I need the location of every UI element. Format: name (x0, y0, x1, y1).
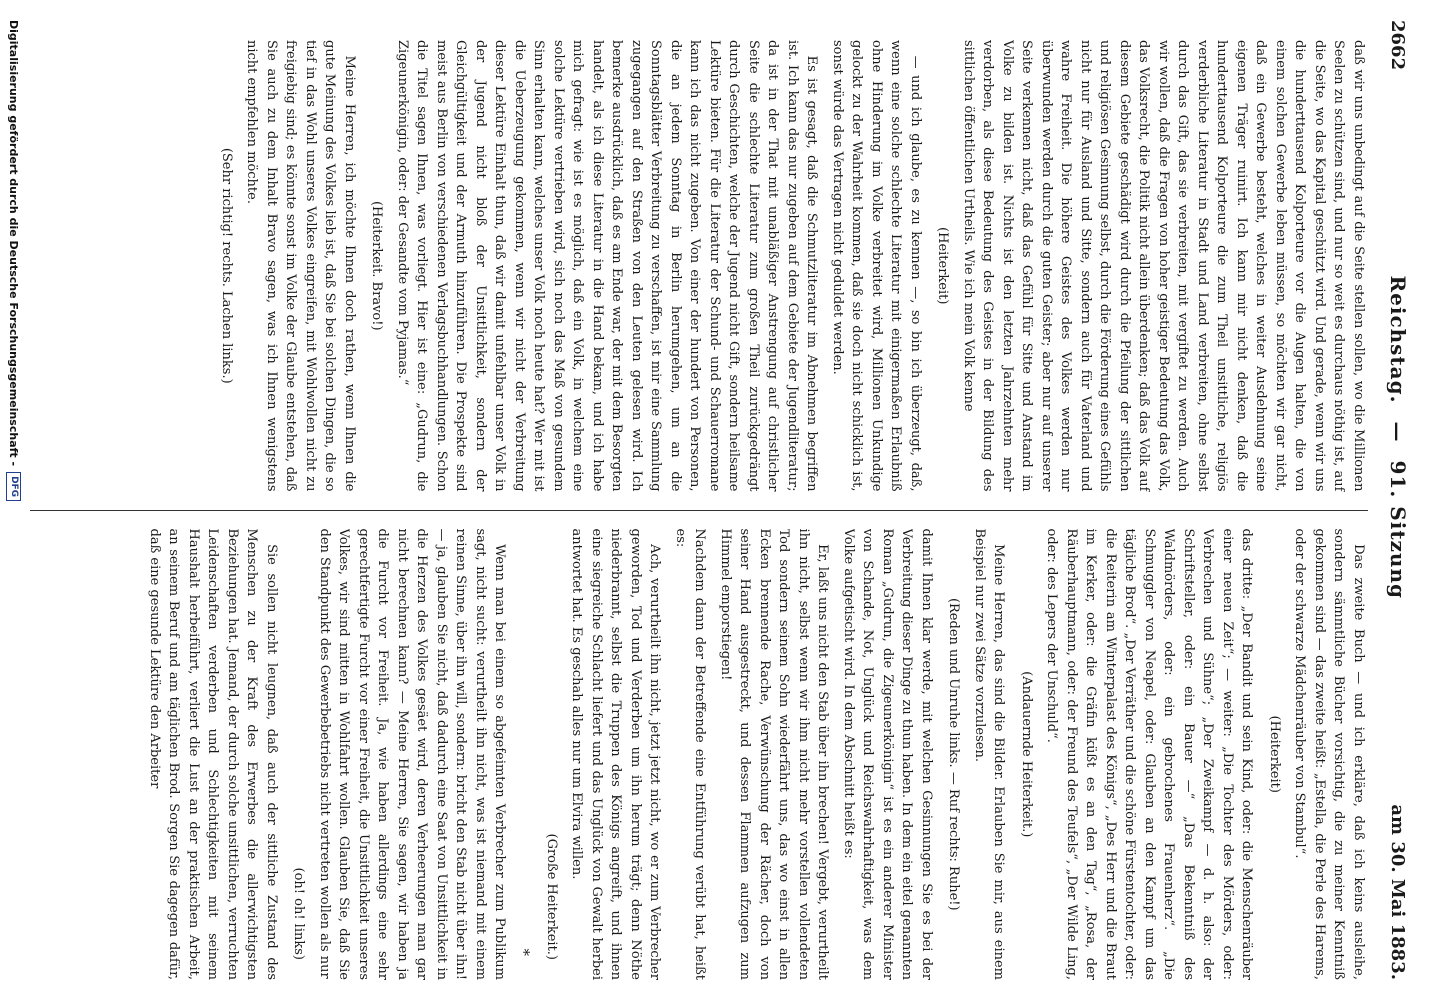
paragraph: Meine Herren, das sind die Bilder. Erlauben Sie mir, aus einem Beispiel nur zwei Sätze vorzulesen. (972, 528, 1007, 980)
session-date: am 30. Mai 1883. (1387, 804, 1409, 980)
reaction-note: (Große Heiterkeit.) (544, 833, 559, 960)
reaction-note: (oh! oh! links) (291, 867, 307, 960)
left-column (30, 40, 1368, 492)
text-columns (30, 40, 1368, 980)
paragraph: das dritte: „Der Bandit und sein Kind, oder: die Menschenräuber einer neuen Zeit“; — weiter: „Die Tochter des Mörders, oder: Verbrechen und Sühne“; „Der Zweikampf — d. h. also: der Schriftsteller, oder: ein Bauer —“ „Das Bekenntniß des Waldmörders, oder: ein gebrochenes Frauenherz“. „Die Schmuggler von Neapel, oder: Glauben an den Kampf um das tägliche Brod“. „Der Verräther und die schöne Fürstentochter, oder: die Reiterin am Winterpalast des Königs“, „Des Herr und die Braut im Kerker, oder: die Gräfin küßt es an den Tag“, „Rosa, der Räuberhauptmann, oder: der Freund des Teufels“, „Der Wilde Ling, oder: des Lepers der Unschuld“. (1044, 528, 1255, 980)
asterisk-mark: * (515, 948, 534, 956)
paragraph: Sie sollen nicht leugnen, daß auch der sittliche Zustand des Menschen zu der Kraft des Erwerbes die allerwichtigsten Beziehungen hat. Jemand, der durch solche unsittlichen, verruchten Leidenschaften verderben und Schlechtigkeiten mit seinem Haushalt herbeiführt, verliert die Lust an der praktischen Arbeit, an seinem Beruf und am täglichen Brod. Sorgen Sie dagegen dafür, daß eine gesunde Lektüre den Arbeiter (147, 528, 279, 980)
page-header (1378, 20, 1418, 980)
running-title-session: 91. Sitzung (1386, 460, 1410, 599)
running-title (1386, 276, 1410, 599)
paragraph: damit Ihnen klar werde, mit welchen Gesinnungen Sie es bei der Verbreitung dieser Dinge zu thun haben. In dem ein eitel genannten Roman „Gudrun, die Zigeunerkönigin“ ist es ein anderer Minister von Schande, Not, Unglück und Reichswahrhaftigkeit, was dem Volke aufgetischt wird. In dem Abschnitt heißt es: (841, 528, 934, 980)
quoted-paragraph: Er, laßt uns nicht den Stab über ihn brechen! Vergebt, verurtheilt ihn nicht, selbst wenn wir ihm nicht mehr vorstellen vollendeten Tod sondern seinem Sohn wiederfährt uns, das wo einst in allen Ecken brennende Rache, Verwünschung der Rächer, doch von seiner Hand ausgestreckt, und dessen Flammen aufzugen zum Himmel emporstiegen! (718, 528, 831, 980)
page-number: 2662 (1387, 20, 1409, 71)
digitization-footer (0, 0, 28, 1000)
paragraph: Es ist gesagt, daß die Schmutzliteratur im Abnehmen begriffen ist. Ich kann das nur zugeben auf dem Gebiete der Jugendliteratur; da ist in der That mit unabläßiger Anstrengung auf christlicher Seite die schlechte Literatur zum großen Theil zurückgedrängt durch Geschichten, welche der Jugend nicht Gift, sondern heilsame Lektüre bieten. Für die Literatur der Schund- und Schauerromane kann ich das nicht zugeben. Von einer der hundert von Personen, die an jedem Sonntag in Berlin herumgehen, um an die Sonntagsblätter Verbreitung zu verschaffen, ist mir eine Sammlung zugegangen auf den Straßen von den Leuten gelesen wird. Ich bemerke ausdrücklich, daß es am Ende war, der mit dem Besorgten handelt, als ich diese Literatur in die Hand bekam, und ich habe mich gefragt: wie ist es möglich, daß ein Volk, in welchem eine solche Lektüre vertrieben wird, sich noch das Maß von gesundem Sinn erhalten kann, welches unser Volk noch heute hat? Wer mit ist die Ueberzeugung gekommen, wenn wir nicht der Verbreitung dieser Lektüre Einhalt thun, daß wir damit unfehlbar unser Volk in der Jugend nicht bloß der Unsittlichkeit, sondern der Gleichgültigkeit und der Armuth hinzuführen. Die Prospekte sind meist aus Berlin von verschiedenen Verlagsbuchhandlungen. Schon die Titel sagen Ihnen, was vorliegt. Hier ist eine: „Gudrun, die Zigeunerkönigin, oder: der Gesandte vom Pyjamas.“ (395, 40, 820, 492)
reaction-note: (Heiterkeit) (1267, 715, 1282, 793)
reaction-note: (Sehr richtig! rechts. Lachen links.) (219, 147, 234, 384)
running-title-name: Reichstag. (1386, 275, 1410, 404)
right-column (30, 529, 1368, 981)
running-title-separator: — (1386, 421, 1410, 443)
reaction-note: (Reden und Unruhe links. — Ruf rechts: Ruhe!) (946, 597, 962, 911)
dfg-logo: DFG (7, 472, 22, 501)
paragraph: Meine Herren, ich möchte Ihnen doch rathen, wenn Ihnen die gute Meinung des Volkes lieb ist, daß Sie bei solchen Dingen, die so tief in das Wohl unseres Volkes eingreifen, mit Wohlwollen nicht zu freigiebig sind; es könnte sonst im Volke der Glaube entstehen, daß Sie auch zu dem Inhalt Bravo sagen, was ich Ihnen wenigstens nicht empfehlen möchte. (244, 40, 357, 492)
paragraph: Wenn man bei einem so abgefeimten Verbrecher zum Publikum sagt, nicht sucht: verurtheilt ihn nicht, was ist niemand mit einem reinen Sinne, über ihn will, sondern: bricht den Stab nicht über ihn! — ja, glauben Sie nicht, daß dadurch eine Saat von Unsittlichkeit in die Herzen des Volkes gesäet wird, deren Verheerungen man gar nicht berechnen kann? — Meine Herren, Sie sagen, wir haben ja die Furcht vor Freiheit. Ja, wie haben allerdings eine sehr gerechtfertigte Furcht vor einer Freiheit, die Unsittlichkeit unseres Volkes, wir sind mitten in Wohlfahrt wollen. Glauben Sie, daß Sie den Standpunkt des Gewerbebetriebs nicht vertreten wollen als nur (317, 528, 508, 980)
paragraph: — und ich glaube, es zu kennen —, so bin ich überzeugt, daß, wenn eine solche schlechte Literatur mit einigermaßen Erlaubniß ohne Hinderung im Volke verbreitet wird, Millionen Unkundige gelockt zu der Wahrheit kommen, daß sie doch nicht schicklich ist, sonst würde das Vertragen nicht geduldet werden. (830, 40, 923, 492)
reaction-note: (Heiterkeit) (935, 227, 951, 305)
quoted-paragraph: Ach, verurtheilt ihn nicht, jetzt jetzt nicht, wo er zum Verbrecher geworden, Tod und Verderben um ihn herum trägt; denn Nöthe niederbrannt, selbst die Truppen des Königs angreift, und ihnen eine siegreiche Schlacht liefert und das Unglück von Gewalt herbei antwortet hat. Es geschah alles nur um Elvira willen. (569, 528, 663, 980)
paragraph: daß wir uns unbedingt auf die Seite stellen sollen, wo die Millionen Seelen zu schützen sind, und nur so weit es durchaus nöthig ist, auf die Seite, wo das Kapital geschützt wird. Und gerade, wenn wir uns die hunderttausend Kolporteure vor die Augen halten, die von einem solchen Gewerbe leben müssen, so möchten wir gar nicht, daß ein Gewerbe besteht, welches in weiter Ausdehnung seine eigenen Träger ruinirt. Ich kann mir nicht denken, daß die hunderttausend Kolporteure die zum Theil unsittliche, religiös verderbliche Literatur in Stadt und Land verbreiten, ohne selbst durch das Gift, das sie verbreiten, mit vergiftet zu werden. Auch wir wollen, daß die Fragen von hoher geistiger Bedeutung das Volk, das Volksrecht, die Politik nicht allein überdenken; daß das Volk auf diesem Gebiete geschädigt wird durch die Pfeilung der sittlichen und religiösen Gesinnung selbst, durch die Förderung eines Gefühls nicht nur für Ausland und Sitte, sondern auch für Vaterland und wahre Freiheit. Die höhere Geistes des Volkes werden nur überwunden werden durch die guten Geister; aber nur auf unserer Seite verkennen nicht, daß das Gefühl für Sitte und Anstand im Volke zu bilden ist. Nichts ist den letzten Jahrzehnten mehr verdorben, als diese Bedeutung des Geistes in der Bildung des sittlichen öffentlichen Urtheils. Wie ich mein Volk kenne (961, 40, 1366, 492)
paragraph: Das zweite Buch — und ich erkläre, daß ich keins ausleihe, sondern sämmtliche Bücher vorsichtig, die zu meiner Kenntniß gekommen sind — das zweite heißt: „Estella, die Perle des Harems, oder der schwarze Mädchenräuber von Stambul“. (1292, 528, 1366, 980)
reaction-note: (Heiterkeit. Bravo!) (369, 200, 385, 331)
paragraph: Nachdem dann der Betreffende eine Entführung verübt hat, heißt es: (673, 528, 708, 980)
digitization-note-text: Digitalisierung gefördert durch die Deutsche Forschungsgemeinschaft - (7, 20, 21, 467)
column-divider (30, 510, 1368, 511)
reaction-note: (Andauernde Heiterkeit.) (1019, 671, 1034, 838)
